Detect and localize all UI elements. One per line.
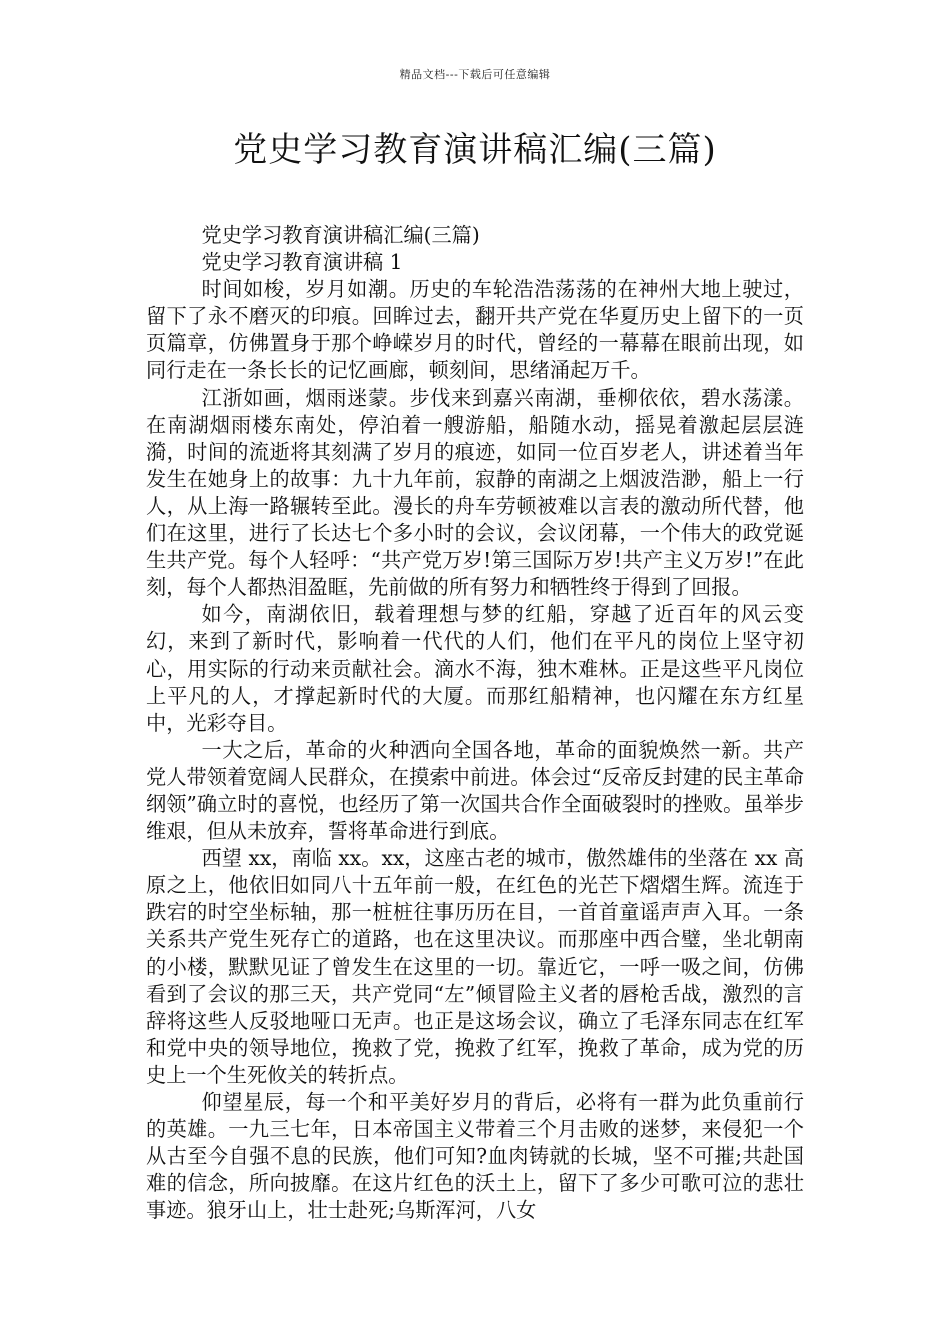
document-title: 党史学习教育演讲稿汇编(三篇) xyxy=(233,130,717,170)
document-body xyxy=(146,222,804,1224)
paragraph: 仰望星辰，每一个和平美好岁月的背后，必将有一群为此负重前行的英雄。一九三七年，日本帝国主义带着三个月击败的迷梦，来侵犯一个从古至今自强不息的民族，他们可知?血肉铸就的长城，坚不可摧;共赴国难的信念，所向披靡。在这片红色的沃土上，留下了多少可歌可泣的悲壮事迹。狼牙山上，壮士赴死;乌斯浑河，八女 xyxy=(146,1090,804,1223)
paragraph: 西望 xx，南临 xx。xx，这座古老的城市，傲然雄伟的坐落在 xx 高原之上，他依旧如同八十五年前一般，在红色的光芒下熠熠生辉。流连于跌宕的时空坐标轴，那一桩桩往事历历在目，一首首童谣声声入耳。一条关系共产党生死存亡的道路，也在这里决议。而那座中西合璧，坐北朝南的小楼，默默见证了曾发生在这里的一切。靠近它，一呼一吸之间，仿佛看到了会议的那三天，共产党同“左”倾冒险主义者的唇枪舌战，激烈的言辞将这些人反驳地哑口无声。也正是这场会议，确立了毛泽东同志在红军和党中央的领导地位，挽救了党，挽救了红军，挽救了革命，成为党的历史上一个生死攸关的转折点。 xyxy=(146,846,804,1087)
document-subtitle: 党史学习教育演讲稿汇编(三篇) xyxy=(201,223,480,247)
section-heading: 党史学习教育演讲稿 1 xyxy=(201,250,403,275)
paragraph: 时间如梭，岁月如潮。历史的车轮浩浩荡荡的在神州大地上驶过，留下了永不磨灭的印痕。回眸过去，翻开共产党在华夏历史上留下的一页页篇章，仿佛置身于那个峥嵘岁月的时代，曾经的一幕幕在眼前出现，如同行走在一条长长的记忆画廊，顿刻间，思绪涌起万千。 xyxy=(146,277,804,383)
paragraph: 一大之后，革命的火种洒向全国各地，革命的面貌焕然一新。共产党人带领着宽阔人民群众，在摸索中前进。体会过“反帝反封建的民主革命纲领”确立时的喜悦，也经历了第一次国共合作全面破裂时的挫败。虽举步维艰，但从未放弃，誓将革命进行到底。 xyxy=(146,737,804,844)
paragraph: 如今，南湖依旧，载着理想与梦的红船，穿越了近百年的风云变幻，来到了新时代，影响着一代代的人们，他们在平凡的岗位上坚守初心，用实际的行动来贡献社会。滴水不海，独木难林。正是这些平凡岗位上平凡的人，才撑起新时代的大厦。而那红船精神，也闪耀在东方红星中，光彩夺目。 xyxy=(146,602,804,735)
paragraph: 江浙如画，烟雨迷蒙。步伐来到嘉兴南湖，垂柳依依，碧水荡漾。在南湖烟雨楼东南处，停泊着一艘游船，船随水动，摇晃着激起层层涟漪，时间的流逝将其刻满了岁月的痕迹，如同一位百岁老人，讲述着当年发生在她身上的故事：九十九年前，寂静的南湖之上烟波浩渺，船上一行人，从上海一路辗转至此。漫长的舟车劳顿被难以言表的激动所代替，他们在这里，进行了长达七个多小时的会议，会议闭幕，一个伟大的政党诞生共产党。每个人轻呼：“共产党万岁!第三国际万岁!共产主义万岁!”在此刻，每个人都热泪盈眶，先前做的所有努力和牺牲终于得到了回报。 xyxy=(146,385,804,600)
header-note: 精品文档---下载后可任意编辑 xyxy=(399,68,551,81)
